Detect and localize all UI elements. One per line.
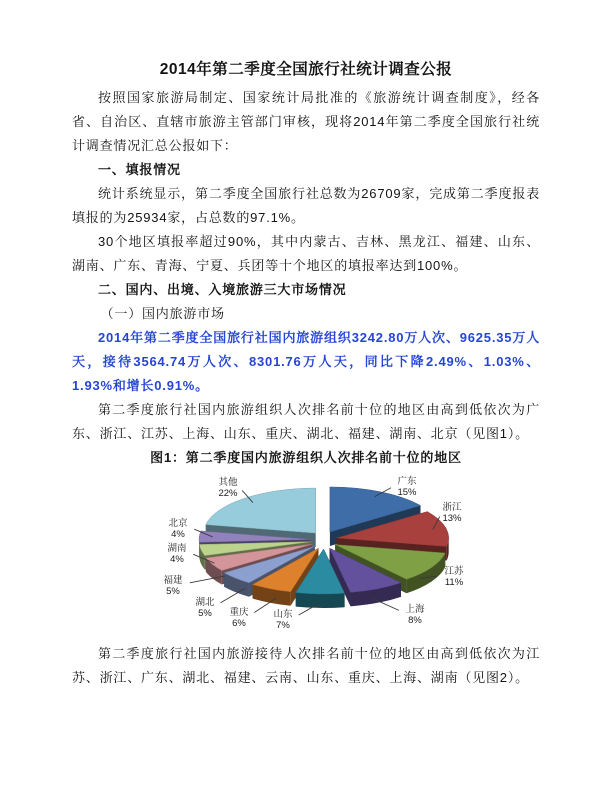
- pie-label-6: 湖北 5%: [195, 597, 215, 619]
- section1-paragraph-2: 30个地区填报率超过90%，其中内蒙古、吉林、黑龙江、福建、山东、湖南、广东、青海、宁夏、兵团等十个地区的填报率达到100%。: [72, 234, 540, 273]
- figure1-pie-chart: [110, 470, 510, 642]
- receive-rank-paragraph: 第二季度旅行社国内旅游接待人次排名前十位的地区由高到低依次为江苏、浙江、广东、湖北、福建、云南、山东、重庆、上海、湖南（见图2）。: [72, 646, 540, 685]
- section2-heading: 二、国内、出境、入境旅游三大市场情况: [98, 282, 347, 297]
- pie-label-5: 重庆 6%: [229, 607, 249, 629]
- pie-chart-canvas: [110, 470, 510, 642]
- section1-heading: 一、填报情况: [98, 162, 181, 177]
- pie-label-4: 山东 7%: [273, 609, 293, 631]
- intro-paragraph: 按照国家旅游局制定、国家统计局批准的《旅游统计调查制度》，经各省、自治区、直辖市旅游主管部门审核，现将2014年第二季度全国旅行社统计调查情况汇总公报如下：: [72, 90, 540, 153]
- pie-label-1: 浙江 13%: [442, 502, 462, 524]
- pie-slice-rim-4: [296, 593, 345, 608]
- pie-label-7: 福建 5%: [163, 575, 183, 597]
- pie-label-2: 江苏 11%: [444, 566, 464, 588]
- pie-label-3: 上海 8%: [405, 604, 425, 626]
- highlight-paragraph: 2014年第二季度全国旅行社国内旅游组织3242.80万人次、9625.35万人天，接待3564.74万人次、8301.76万人天，同比下降2.49%、1.03%、1.93%和增长0.91%。: [72, 330, 540, 393]
- figure1-caption: 图1：第二季度国内旅游组织人次排名前十位的地区: [150, 450, 462, 465]
- page-title: 2014年第二季度全国旅行社统计调查公报: [159, 61, 453, 78]
- pie-label-0: 广东 15%: [397, 476, 417, 498]
- organize-rank-paragraph: 第二季度旅行社国内旅游组织人次排名前十位的地区由高到低依次为广东、浙江、江苏、上海、山东、重庆、湖北、福建、湖南、北京（见图1）。: [72, 402, 540, 441]
- section1-paragraph-1: 统计系统显示，第二季度全国旅行社总数为26709家，完成第二季度报表填报的为25934家，占总数的97.1%。: [72, 186, 540, 225]
- section2-subheading: （一）国内旅游市场: [100, 306, 225, 321]
- pie-label-10: 其他 22%: [218, 477, 238, 499]
- pie-label-8: 湖南 4%: [167, 543, 187, 565]
- pie-label-9: 北京 4%: [168, 518, 188, 540]
